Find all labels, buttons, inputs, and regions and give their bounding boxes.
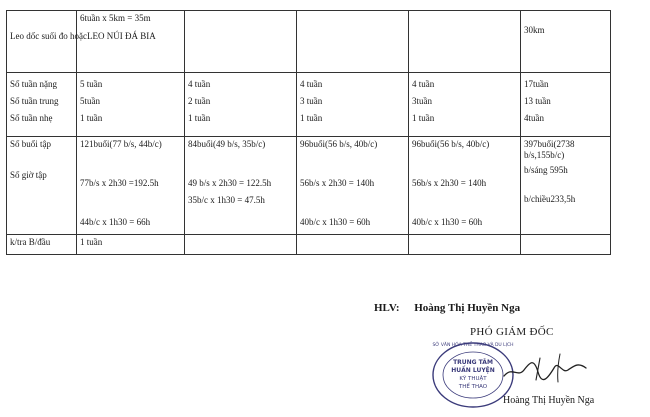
row-label: Leo dốc suối đo hoặcLEO NÚI ĐÁ BIA <box>7 11 77 73</box>
table-cell: 121buổi(77 b/s, 44b/c) 77b/s x 2h30 =192.5h 44b/c x 1h30 = 66h <box>77 137 185 235</box>
coach-name: Hoàng Thị Huyền Nga <box>414 302 521 314</box>
table-cell: 5 tuần 5tuần 1 tuần <box>77 73 185 137</box>
table-cell: 4 tuần 2 tuần 1 tuần <box>185 73 297 137</box>
table-cell <box>409 235 521 255</box>
table-cell: 17tuần 13 tuần 4tuần <box>521 73 611 137</box>
row-label: k/tra B/đầu <box>7 235 77 255</box>
table-row <box>7 11 611 73</box>
table-cell: 30km <box>521 11 611 73</box>
row-label: Số tuần nặng Số tuần trung Số tuần nhẹ <box>7 73 77 137</box>
training-plan-table <box>6 10 611 255</box>
deputy-director-title: PHÓ GIÁM ĐỐC <box>470 326 554 338</box>
coach-line <box>374 302 520 314</box>
table-cell <box>297 11 409 73</box>
svg-text:TRUNG TÂM: TRUNG TÂM <box>453 359 493 366</box>
svg-text:THỂ THAO: THỂ THAO <box>458 384 488 390</box>
table-cell <box>185 11 297 73</box>
table-row <box>7 73 611 137</box>
table-cell <box>297 235 409 255</box>
svg-text:KỸ THUẬT: KỸ THUẬT <box>459 376 487 382</box>
handwritten-signature <box>500 348 590 388</box>
table-cell: 96buổi(56 b/s, 40b/c) 56b/s x 2h30 = 140h 40b/c x 1h30 = 60h <box>297 137 409 235</box>
signer-name: Hoàng Thị Huyền Nga <box>503 395 595 406</box>
table-cell: 96buổi(56 b/s, 40b/c) 56b/s x 2h30 = 140h 40b/c x 1h30 = 60h <box>409 137 521 235</box>
svg-text:HUẤN LUYỆN: HUẤN LUYỆN <box>451 367 495 374</box>
row-label: Số buổi tập Số giờ tập <box>7 137 77 235</box>
table-cell <box>409 11 521 73</box>
table-cell <box>521 235 611 255</box>
svg-text:SỞ VĂN HÓA THỂ THAO VÀ DU LỊCH: SỞ VĂN HÓA THỂ THAO VÀ DU LỊCH <box>432 343 514 348</box>
table-cell: 6tuần x 5km = 35m <box>77 11 185 73</box>
table-cell: 4 tuần 3tuần 1 tuần <box>409 73 521 137</box>
table-cell: 1 tuần <box>77 235 185 255</box>
table-cell <box>185 235 297 255</box>
table-row <box>7 137 611 235</box>
table-cell: 84buổi(49 b/s, 35b/c) 49 b/s x 2h30 = 122.5h 35b/c x 1h30 = 47.5h <box>185 137 297 235</box>
table-cell: 4 tuần 3 tuần 1 tuần <box>297 73 409 137</box>
table-cell: 397buổi(2738 b/s,155b/c) b/sáng 595h b/chiều233,5h <box>521 137 611 235</box>
table-row <box>7 235 611 255</box>
coach-label: HLV: <box>374 302 400 314</box>
